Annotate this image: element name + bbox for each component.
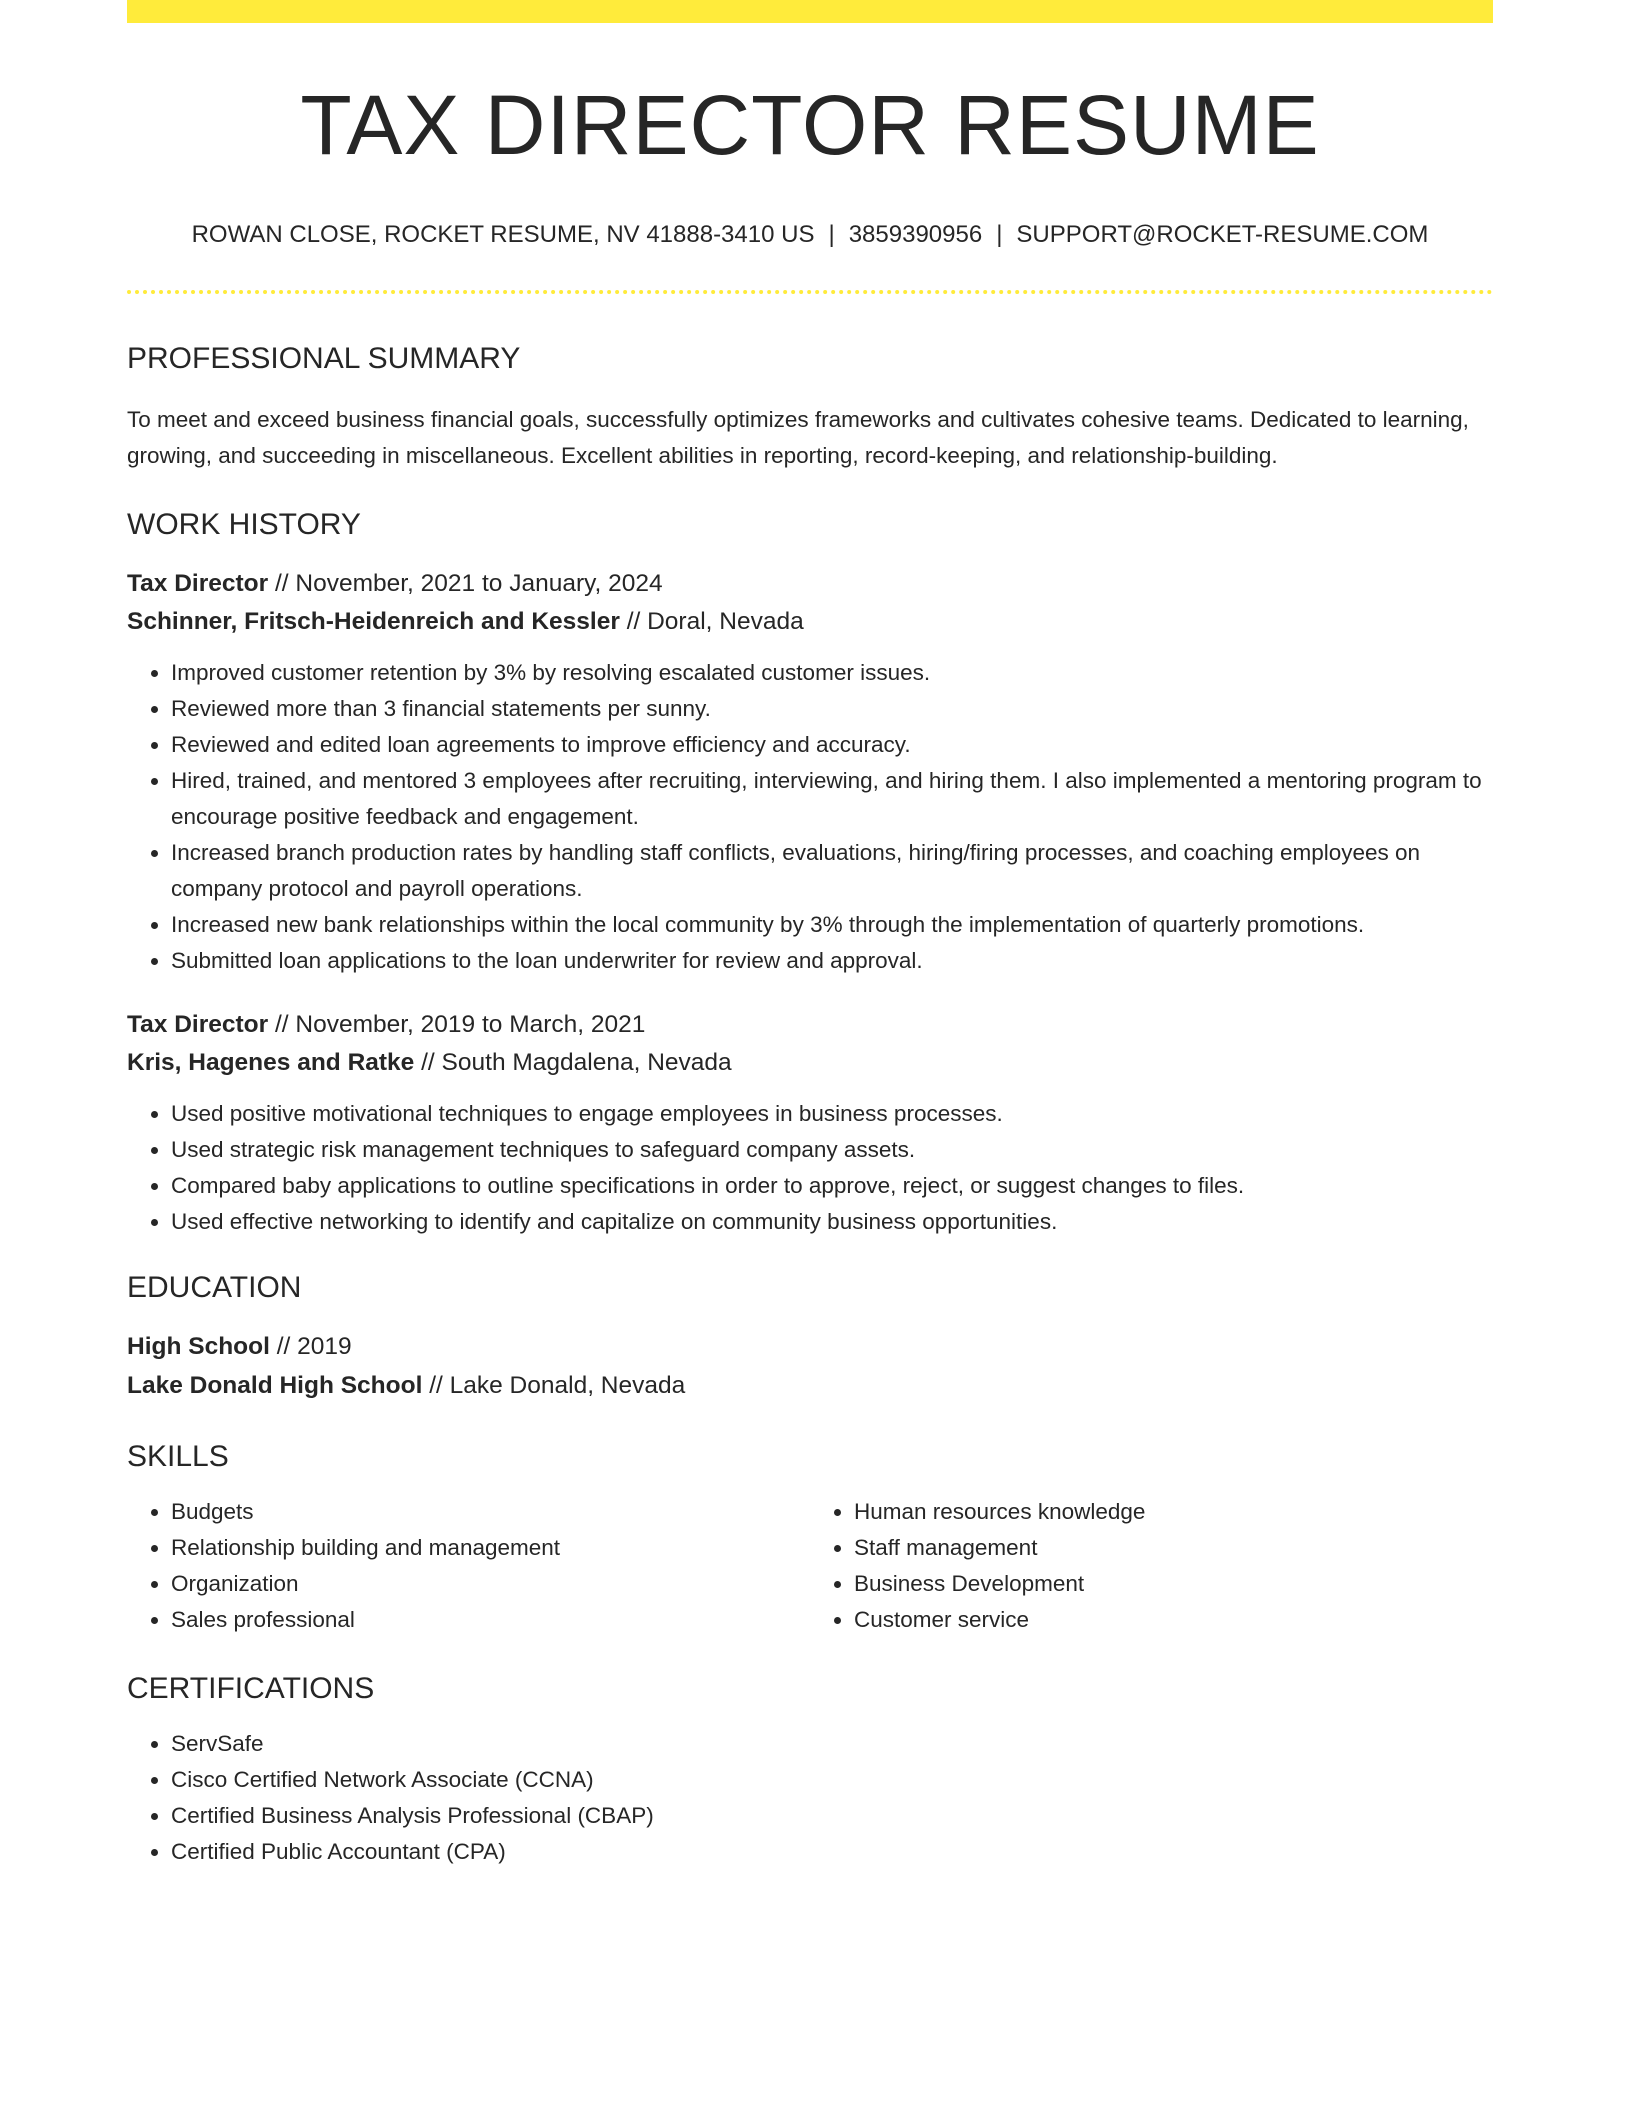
top-accent-bar (127, 0, 1493, 23)
job-bullet: • Used effective networking to identify and capitalize on community business opportunities. (171, 1204, 1493, 1240)
contact-phone: 3859390956 (848, 221, 983, 248)
job-title: Tax Director (127, 570, 269, 597)
job-bullet: • Improved customer retention by 3% by resolving escalated customer issues. (171, 655, 1493, 691)
certifications-heading: CERTIFICATIONS (127, 1672, 375, 1705)
certification-item: • ServSafe (171, 1726, 1493, 1762)
skill-item: • Relationship building and management (171, 1530, 810, 1566)
certification-item: • Certified Business Analysis Professional (CBAP) (171, 1798, 1493, 1834)
job-title-line (127, 565, 1493, 603)
job-bullet: • Reviewed and edited loan agreements to improve efficiency and accuracy. (171, 727, 1493, 763)
job-bullets (127, 1096, 1493, 1240)
job-bullet: • Submitted loan applications to the loan underwriter for review and approval. (171, 943, 1493, 979)
contact-line (127, 223, 1493, 247)
skill-item: • Business Development (854, 1566, 1493, 1602)
resume-title: TAX DIRECTOR RESUME (300, 78, 1320, 172)
job-location: // Doral, Nevada (619, 608, 804, 635)
skill-item: • Sales professional (171, 1602, 810, 1638)
job-bullet: • Hired, trained, and mentored 3 employees after recruiting, interviewing, and hiring them. I also implemented a mentoring program to encourage positive feedback and engagement. (171, 763, 1493, 835)
education-year: // 2019 (269, 1333, 352, 1360)
job-company: Kris, Hagenes and Ratke (127, 1049, 415, 1076)
certification-item: • Cisco Certified Network Associate (CCNA) (171, 1762, 1493, 1798)
education-degree: High School (127, 1333, 270, 1360)
certification-item: • Certified Public Accountant (CPA) (171, 1834, 1493, 1870)
skill-item: • Staff management (854, 1530, 1493, 1566)
contact-separator: | (828, 221, 835, 248)
summary-text: To meet and exceed business financial goals, successfully optimizes frameworks and cultivates cohesive teams. Dedicated to learning, growing, and succeeding in miscellaneous. Excellent abilities in reporting, record-keeping, and relationship-building. (127, 407, 1469, 468)
skill-item: • Organization (171, 1566, 810, 1602)
job-dates: // November, 2021 to January, 2024 (268, 570, 663, 597)
education-degree-line (127, 1328, 1493, 1366)
certifications-list (127, 1726, 1493, 1870)
job-bullets (127, 655, 1493, 979)
job-title: Tax Director (127, 1011, 269, 1038)
work-history-heading: WORK HISTORY (127, 508, 361, 541)
job-bullet: • Used strategic risk management techniques to safeguard company assets. (171, 1132, 1493, 1168)
job-bullet: • Increased new bank relationships within the local community by 3% through the implementation of quarterly promotions. (171, 907, 1493, 943)
job-entry (127, 565, 1493, 979)
contact-separator: | (996, 221, 1003, 248)
job-bullet: • Used positive motivational techniques to engage employees in business processes. (171, 1096, 1493, 1132)
skill-item: • Customer service (854, 1602, 1493, 1638)
skills-columns (127, 1494, 1493, 1638)
job-location: // South Magdalena, Nevada (414, 1049, 732, 1076)
summary-heading: PROFESSIONAL SUMMARY (127, 342, 521, 375)
education-heading: EDUCATION (127, 1271, 302, 1304)
job-title-line (127, 1006, 1493, 1044)
job-bullet: • Reviewed more than 3 financial statements per sunny. (171, 691, 1493, 727)
skills-list-right (810, 1494, 1493, 1638)
job-company: Schinner, Fritsch-Heidenreich and Kessler (127, 608, 620, 635)
skill-item: • Human resources knowledge (854, 1494, 1493, 1530)
job-bullet: • Compared baby applications to outline specifications in order to approve, reject, or suggest changes to files. (171, 1168, 1493, 1204)
job-company-line (127, 1044, 1493, 1082)
job-bullet: • Increased branch production rates by handling staff conflicts, evaluations, hiring/firing processes, and coaching employees on company protocol and payroll operations. (171, 835, 1493, 907)
resume-page (127, 0, 1493, 1870)
contact-email: SUPPORT@ROCKET-RESUME.COM (1016, 221, 1429, 248)
education-location: // Lake Donald, Nevada (422, 1372, 686, 1399)
skills-heading: SKILLS (127, 1440, 229, 1473)
skill-item: • Budgets (171, 1494, 810, 1530)
job-entry (127, 1006, 1493, 1240)
contact-address: ROWAN CLOSE, ROCKET RESUME, NV 41888-3410 US (191, 221, 815, 248)
job-dates: // November, 2019 to March, 2021 (268, 1011, 646, 1038)
job-company-line (127, 603, 1493, 641)
education-school-line (127, 1366, 1493, 1406)
skills-list-left (127, 1494, 810, 1638)
dotted-divider (127, 290, 1493, 294)
education-school: Lake Donald High School (127, 1372, 423, 1399)
